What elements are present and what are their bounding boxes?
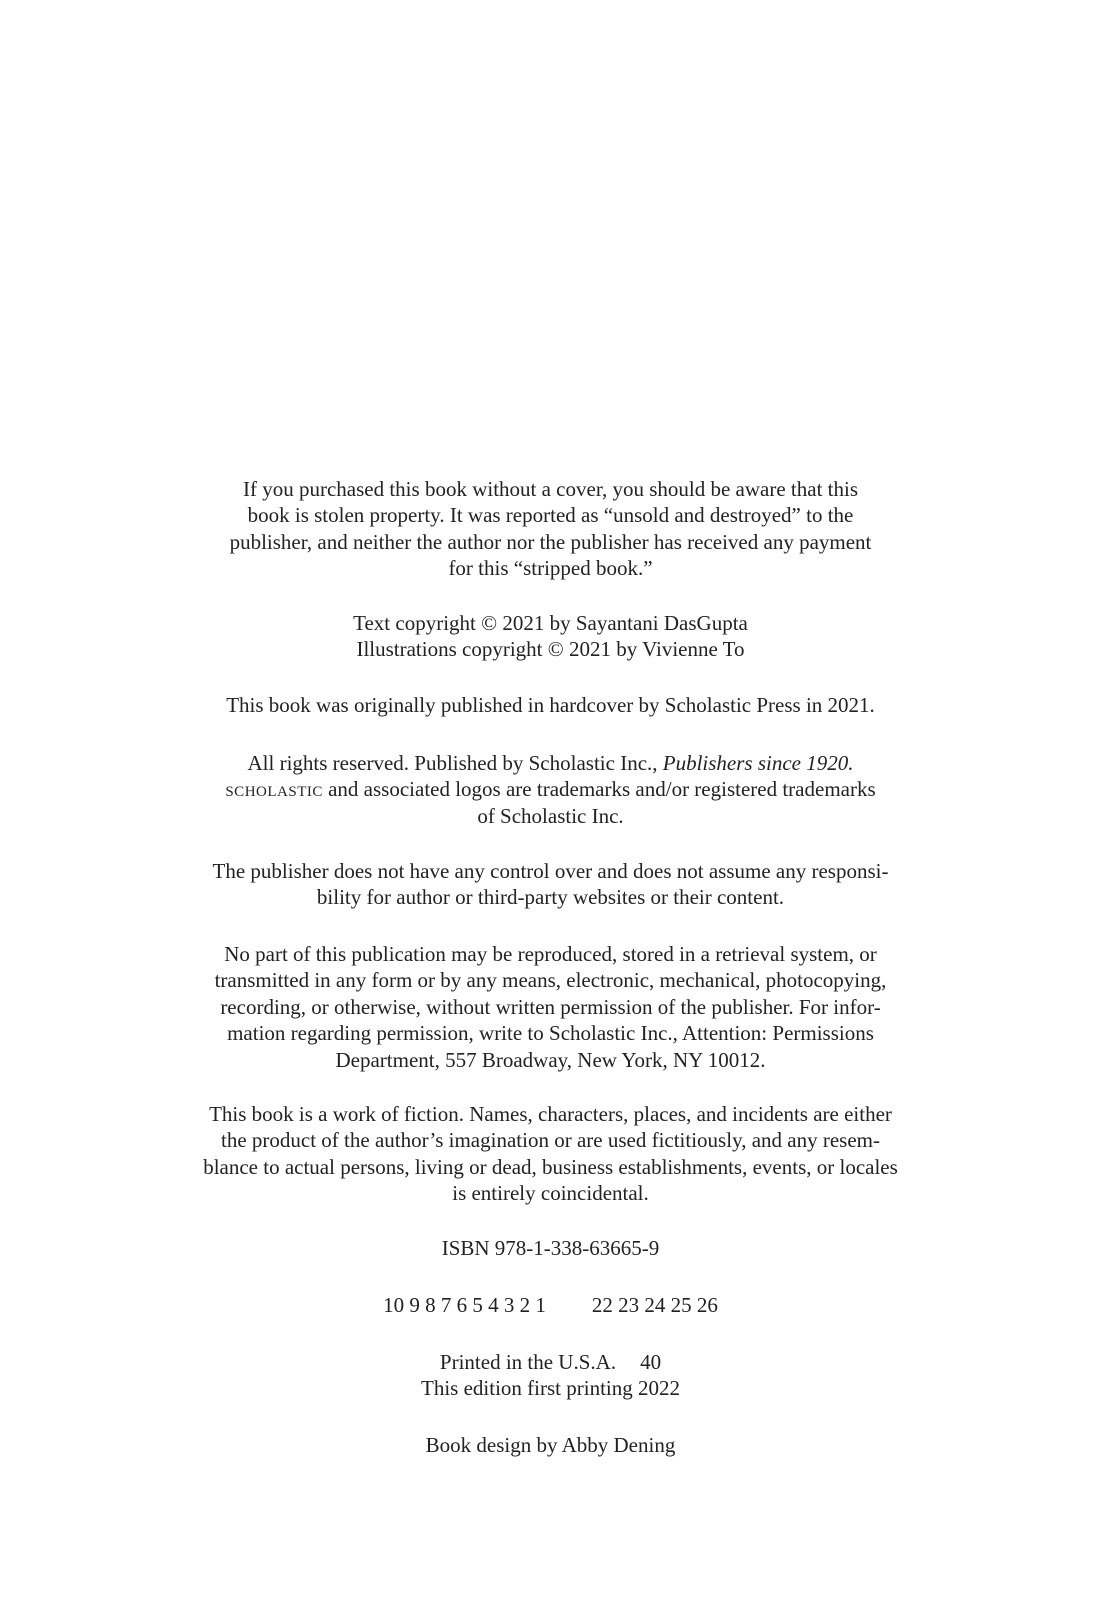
- scholastic-trademark: scholastic: [225, 777, 323, 802]
- printing-line-row: [0, 1292, 1101, 1318]
- design-credit: [0, 1432, 1101, 1458]
- fiction-disclaimer-line: the product of the author’s imagination or are used fictitiously, and any resem-: [221, 1128, 880, 1153]
- publishers-since: Publishers since 1920.: [662, 751, 854, 775]
- printed-country: Printed in the U.S.A.: [439, 1350, 617, 1374]
- websites-disclaimer-line: The publisher does not have any control over and does not assume any responsi-: [212, 859, 889, 883]
- stripped-notice-line: publisher, and neither the author nor the publisher has received any payment: [229, 529, 872, 554]
- rights-prefix: All rights reserved. Published by Scholastic Inc.,: [247, 751, 663, 775]
- copyright-statements: [0, 610, 1101, 663]
- illustrations-copyright: Illustrations copyright © 2021 by Vivienne To: [356, 637, 745, 662]
- edition-printing: This edition first printing 2022: [421, 1376, 680, 1401]
- stripped-notice-line: for this “stripped book.”: [448, 556, 653, 581]
- fiction-disclaimer-line: blance to actual persons, living or dead, business establishments, events, or locales: [203, 1154, 898, 1179]
- isbn: [0, 1235, 1101, 1261]
- printer-code: 40: [640, 1350, 662, 1374]
- permissions-line: Department, 557 Broadway, New York, NY 10012.: [335, 1047, 766, 1072]
- printing-line: [0, 1292, 1101, 1318]
- printing-years: 22 23 24 25 26: [591, 1293, 718, 1317]
- permissions-line: transmitted in any form or by any means, electronic, mechanical, photocopying,: [214, 968, 887, 993]
- permissions-line: No part of this publication may be reproduced, stored in a retrieval system, or: [224, 942, 877, 966]
- rights-line-1: [0, 750, 1101, 776]
- rights-line-3: of Scholastic Inc.: [477, 803, 624, 828]
- fiction-disclaimer-line: is entirely coincidental.: [452, 1181, 649, 1206]
- stripped-notice-line: If you purchased this book without a cover, you should be aware that this: [242, 477, 859, 501]
- isbn-number: ISBN 978-1-338-63665-9: [441, 1236, 660, 1260]
- permissions-line: recording, or otherwise, without written permission of the publisher. For infor-: [220, 994, 881, 1019]
- printed-in-line: [0, 1349, 1101, 1375]
- permissions-line: mation regarding permission, write to Scholastic Inc., Attention: Permissions: [227, 1021, 874, 1046]
- text-copyright: Text copyright © 2021 by Sayantani DasGupta: [353, 611, 748, 635]
- fiction-disclaimer: [0, 1101, 1101, 1207]
- stripped-notice-line: book is stolen property. It was reported as “unsold and destroyed” to the: [247, 503, 854, 528]
- design-credit-line: Book design by Abby Dening: [425, 1433, 676, 1457]
- permissions-notice: [0, 941, 1101, 1073]
- trademark-text: and associated logos are trademarks and/or registered trademarks: [322, 777, 876, 802]
- printing-info: [0, 1349, 1101, 1402]
- websites-disclaimer: [0, 858, 1101, 911]
- stripped-book-notice: [0, 476, 1101, 582]
- websites-disclaimer-line: bility for author or third-party websites or their content.: [316, 885, 785, 910]
- fiction-disclaimer-line: This book is a work of fiction. Names, characters, places, and incidents are either: [209, 1102, 892, 1126]
- rights-line-2: [0, 776, 1101, 802]
- original-publication-note: [0, 692, 1101, 718]
- printing-numbers: 10 9 8 7 6 5 4 3 2 1: [383, 1293, 546, 1317]
- original-publication-line: This book was originally published in hardcover by Scholastic Press in 2021.: [226, 693, 875, 717]
- rights-statement: [0, 750, 1101, 829]
